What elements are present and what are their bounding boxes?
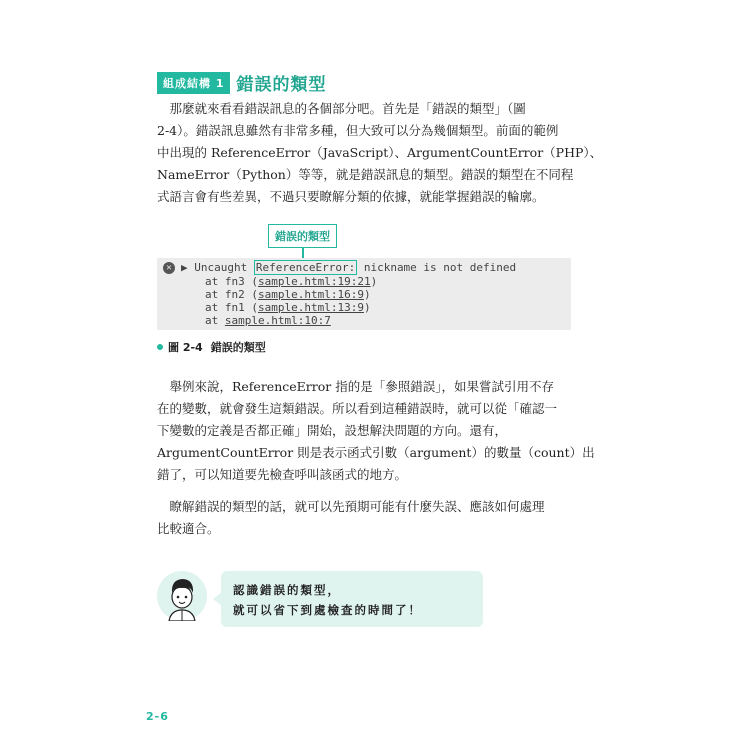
intro-line: 中出現的 ReferenceError（JavaScript）、ArgumentCountError（PHP）、: [157, 145, 603, 160]
example-paragraph: [157, 376, 595, 486]
console-error-line: [181, 261, 516, 274]
example-line: 在的變數，就會發生這類錯誤。所以看到這種錯誤時，就可以從「確認一: [157, 401, 558, 416]
figure-caption-text: 錯誤的類型: [210, 341, 266, 354]
intro-line: NameError（Python）等等，就是錯誤訊息的類型。錯誤的類型在不同程: [157, 167, 574, 182]
example-line: 下變數的定義是否都正確」開始，設想解決問題的方向。還有，: [157, 423, 508, 438]
example-line: ArgumentCountError 則是表示函式引數（argument）的數量（count）出: [157, 445, 595, 460]
character-avatar-icon: [157, 571, 207, 621]
stack-frame-link[interactable]: sample.html:19:21: [257, 275, 371, 288]
figure-caption: [157, 339, 266, 355]
stack-frame-suffix: ): [363, 288, 371, 301]
intro-line: 那麼就來看看錯誤訊息的各個部分吧。首先是「錯誤的類型」（圖: [157, 101, 526, 116]
figure-callout-label: 錯誤的類型: [268, 224, 337, 248]
closing-line: 比較適合。: [157, 521, 220, 536]
speech-bubble: [221, 571, 483, 627]
stack-frame: [205, 314, 331, 327]
error-circle-icon: ✕: [163, 262, 175, 274]
speech-line: 就可以省下到處檢查的時間了！: [233, 603, 422, 617]
stack-frame: [205, 275, 377, 288]
stack-frame: [205, 301, 371, 314]
expand-triangle-icon[interactable]: ▶ Uncaught: [181, 261, 254, 274]
intro-line: 2-4）。錯誤訊息雖然有非常多種，但大致可以分為幾個類型。前面的範例: [157, 123, 559, 138]
intro-line: 式語言會有些差異，不過只要瞭解分類的依據，就能掌握錯誤的輪廓。: [157, 189, 545, 204]
stack-frame-suffix: ): [370, 275, 378, 288]
stack-frame-prefix: at fn3 (: [205, 275, 258, 288]
example-line: 錯了，可以知道要先檢查呼叫該函式的地方。: [157, 467, 408, 482]
error-type: ReferenceError:: [255, 261, 356, 274]
stack-frame-link[interactable]: sample.html:16:9: [257, 288, 364, 301]
speech-line: 認識錯誤的類型，: [233, 583, 341, 597]
intro-paragraph: [157, 98, 603, 208]
section-title: 錯誤的類型: [236, 75, 327, 95]
section-tag: 組成結構 1: [157, 72, 230, 94]
section-header: [157, 70, 326, 95]
caption-bullet-icon: [157, 344, 163, 350]
stack-frame-suffix: ): [363, 301, 371, 314]
stack-frame-link[interactable]: sample.html:10:7: [224, 314, 331, 327]
stack-frame: [205, 288, 371, 301]
example-line: 舉例來說，ReferenceError 指的是「參照錯誤」，如果嘗試引用不存: [157, 379, 554, 394]
page-number: 2-6: [146, 710, 169, 723]
figure-number: 圖 2-4: [168, 341, 203, 354]
closing-paragraph: [157, 496, 571, 540]
stack-frame-prefix: at: [205, 314, 225, 327]
stack-frame-prefix: at fn1 (: [205, 301, 258, 314]
stack-frame-link[interactable]: sample.html:13:9: [257, 301, 364, 314]
console-panel: [157, 258, 571, 330]
closing-line: 瞭解錯誤的類型的話，就可以先預期可能有什麼失誤、應該如何處理: [157, 499, 545, 514]
stack-frame-prefix: at fn2 (: [205, 288, 258, 301]
error-message: nickname is not defined: [357, 261, 517, 274]
